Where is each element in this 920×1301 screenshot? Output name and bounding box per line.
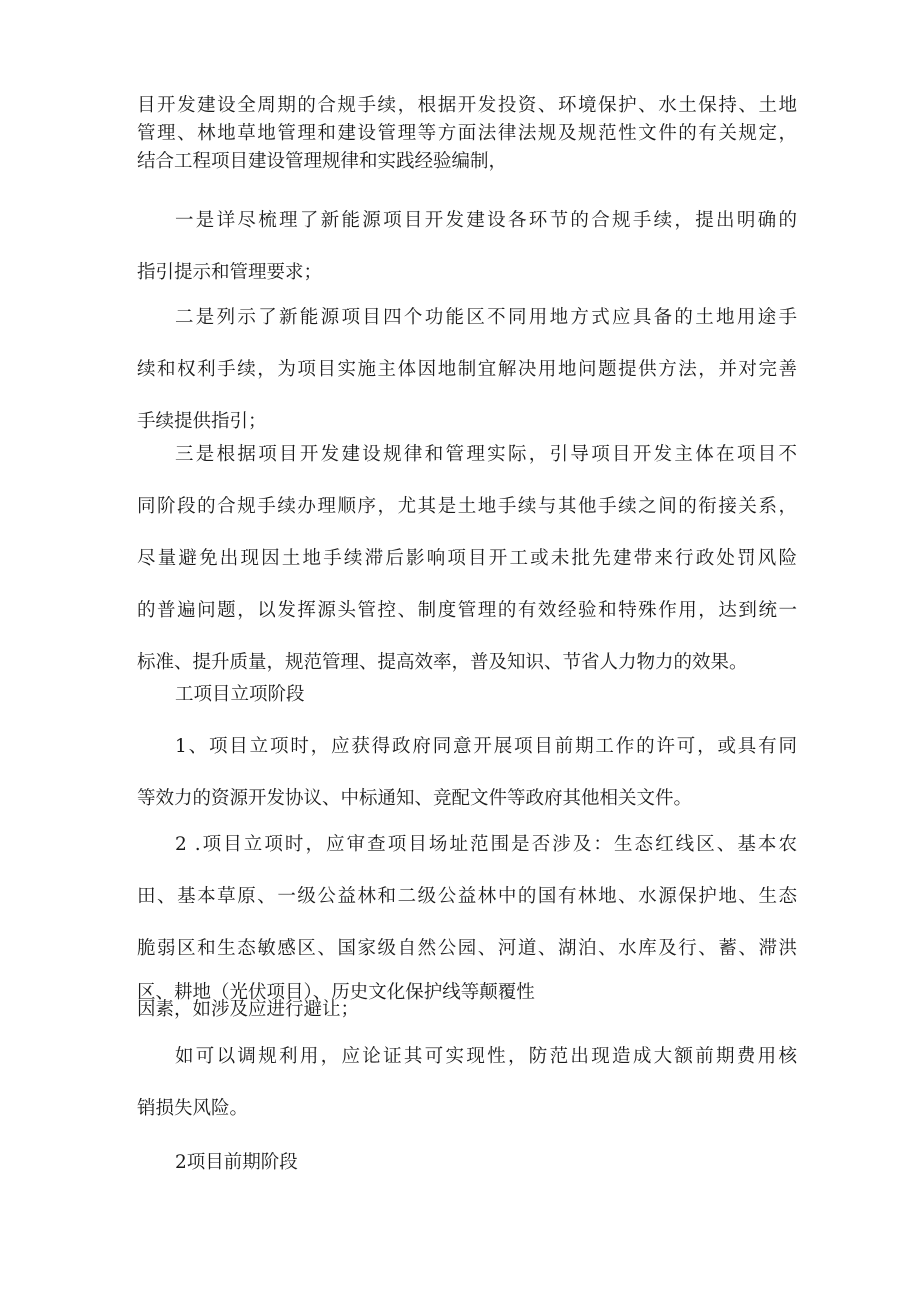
paragraph-7 xyxy=(137,1031,797,1135)
text-line: 1、项目立项时，应获得政府同意开展项目前期工作的许可，或具有同 xyxy=(175,736,797,757)
text-line: 区、耕地（光伏项目）、历史文化保护线等颠覆性 xyxy=(137,982,535,1003)
text-line: 二是列示了新能源项目四个功能区不同用地方式应具备的土地用途手 xyxy=(175,307,797,328)
text-line: 指引提示和管理要求； xyxy=(137,262,323,283)
text-line: 脆弱区和生态敏感区、国家级自然公园、河道、湖泊、水库及行、蓄、滞洪 xyxy=(137,938,797,959)
text-line: 同阶段的合规手续办理顺序，尤其是土地手续与其他手续之间的衔接关系， xyxy=(137,496,797,517)
paragraph-3 xyxy=(137,292,797,448)
text-line: 一是详尽梳理了新能源项目开发建设各环节的合规手续，提出明确的 xyxy=(175,210,797,231)
text-line: 管理、林地草地管理和建设管理等方面法律法规及规范性文件的有关规定， xyxy=(137,123,797,144)
paragraph-2 xyxy=(137,195,797,299)
paragraph-4 xyxy=(137,429,797,689)
text-line: 目开发建设全周期的合规手续，根据开发投资、环境保护、水土保持、土地 xyxy=(137,95,797,116)
paragraph-6-continuation: 因素，如涉及应进行避让； xyxy=(137,999,360,1020)
text-line: 尽量避免出现因土地手续滞后影响项目开工或未批先建带来行政处罚风险 xyxy=(137,548,797,569)
text-line: 2 .项目立项时，应审查项目场址范围是否涉及：生态红线区、基本农 xyxy=(175,834,797,855)
text-line: 手续提供指引； xyxy=(137,411,267,432)
paragraph-5 xyxy=(137,721,797,825)
text-line: 等效力的资源开发协议、中标通知、竞配文件等政府其他相关文件。 xyxy=(137,788,693,809)
text-line: 田、基本草原、一级公益林和二级公益林中的国有林地、水源保护地、生态 xyxy=(137,886,797,907)
section-heading-1: 工项目立项阶段 xyxy=(175,684,305,705)
text-line: 三是根据项目开发建设规律和管理实际，引导项目开发主体在项目不 xyxy=(175,444,797,465)
text-line: 续和权利手续，为项目实施主体因地制宜解决用地问题提供方法，并对完善 xyxy=(137,359,797,380)
paragraph-6 xyxy=(137,819,797,1011)
text-line: 的普遍问题，以发挥源头管控、制度管理的有效经验和特殊作用，达到统一 xyxy=(137,600,797,621)
section-heading-2: 2项目前期阶段 xyxy=(175,1152,298,1173)
text-line: 结合工程项目建设管理规律和实践经验编制， xyxy=(137,151,508,172)
text-line: 销损失风险。 xyxy=(137,1098,249,1119)
text-line: 如可以调规利用，应论证其可实现性，防范出现造成大额前期费用核 xyxy=(175,1046,797,1067)
paragraph-1 xyxy=(137,92,797,176)
text-line: 标准、提升质量，规范管理、提高效率，普及知识、节省人力物力的效果。 xyxy=(137,652,748,673)
